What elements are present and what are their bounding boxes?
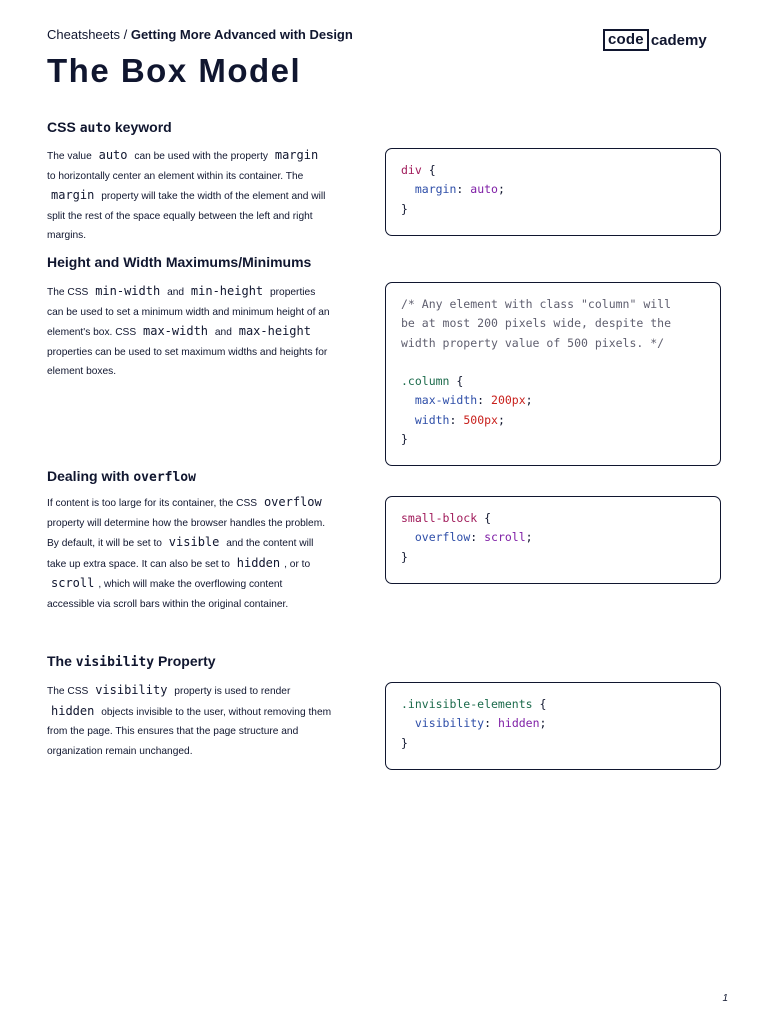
section-description (47, 146, 332, 246)
section-description (47, 681, 332, 761)
code-selector: .invisible-elements (401, 697, 533, 711)
inline-code: visibility (95, 683, 168, 697)
page-number: 1 (722, 993, 728, 1004)
code-property: width (414, 412, 450, 427)
section-description (47, 282, 332, 382)
code-property: visibility (414, 716, 485, 731)
inline-code: auto (98, 148, 128, 162)
codecademy-logo[interactable] (603, 29, 707, 51)
heading-text: The (47, 653, 76, 669)
code-brace: { (421, 163, 436, 177)
heading-text: CSS (47, 119, 80, 135)
code-value: auto (470, 182, 498, 197)
heading-text: Property (154, 653, 216, 669)
code-value: 200px (491, 393, 526, 408)
inline-code: hidden (236, 555, 281, 570)
desc-text: If content is too large for its container, the CSS (47, 498, 258, 509)
breadcrumb (47, 27, 353, 42)
inline-code: max-height (238, 324, 311, 338)
desc-text: By default, it will be set to (47, 538, 162, 549)
inline-code: margin (274, 148, 319, 162)
logo-cademy: cademy (650, 31, 707, 49)
code-brace: } (401, 549, 408, 564)
code-block: .invisible-elements { visibility: hidden; } (385, 682, 721, 770)
code-value: hidden (497, 716, 540, 731)
code-value: scroll (484, 530, 526, 545)
section-overflow (47, 468, 723, 610)
desc-text: The value (47, 151, 92, 162)
section-height-width (47, 254, 723, 447)
heading-code: overflow (133, 470, 196, 485)
code-property: max-width (414, 393, 478, 408)
desc-text: and (167, 287, 185, 298)
code-selector: div (401, 163, 422, 177)
desc-text: The CSS (47, 686, 89, 697)
inline-code: visible (168, 535, 220, 549)
section-heading (47, 653, 723, 670)
code-brace: } (401, 201, 408, 216)
code-comment: /* Any element with class "column" will (401, 297, 672, 311)
code-brace: { (532, 697, 547, 711)
desc-text: , or to (284, 558, 311, 570)
heading-code: auto (79, 121, 111, 136)
desc-text: can be used with the property (134, 151, 268, 162)
desc-text: and the content will take up extra space. It can also be set to (47, 538, 314, 570)
inline-code: overflow (263, 495, 322, 509)
page-title: The Box Model (47, 52, 302, 89)
code-block: div { margin: auto; } (385, 148, 721, 236)
code-brace: } (401, 735, 408, 750)
code-property: overflow (414, 530, 471, 545)
desc-text: property will take the width of the element and will split the rest of the space equally between the left and right margins. (47, 191, 326, 241)
code-selector: small-block (401, 511, 478, 525)
logo-code: code (603, 29, 649, 51)
heading-text: Dealing with (47, 468, 134, 484)
inline-code: min-width (95, 284, 161, 298)
code-brace: { (449, 374, 464, 389)
desc-text: property will determine how the browser handles the problem. (47, 517, 326, 529)
code-comment: be at most 200 pixels wide, despite the (401, 316, 672, 331)
section-auto-keyword (47, 119, 723, 241)
desc-text: objects invisible to the user, without removing them from the page. This ensures that the page structure and organization remain unchanged. (47, 706, 332, 757)
desc-text: , which will make the overflowing content accessible via scroll bars within the original container. (47, 579, 289, 610)
section-visibility (47, 653, 723, 757)
breadcrumb-current: Getting More Advanced with Design (130, 27, 353, 42)
inline-code: max-width (143, 324, 209, 338)
section-heading (47, 119, 723, 136)
section-heading (47, 468, 723, 485)
code-comment: width property value of 500 pixels. */ (401, 335, 665, 350)
breadcrumb-link[interactable]: Cheatsheets / (47, 27, 131, 42)
desc-text: property is used to render (174, 686, 291, 697)
code-property: margin (414, 182, 457, 197)
heading-text: keyword (111, 119, 172, 135)
section-heading: Height and Width Maximums/Minimums (47, 254, 312, 270)
desc-text: and (214, 327, 232, 338)
code-block: small-block { overflow: scroll; } (385, 496, 721, 584)
inline-code: min-height (190, 284, 264, 298)
code-brace: { (477, 511, 492, 525)
inline-code: hidden (51, 703, 95, 718)
desc-text: to horizontally center an element within its container. The (47, 170, 304, 182)
code-block: /* Any element with class "column" will be at most 200 pixels wide, despite the width property value of 500 pixels. */ .column { max-width: 200px; width: 500px; } (385, 282, 721, 466)
code-brace: } (401, 432, 408, 447)
code-value: 500px (463, 412, 498, 427)
section-description (47, 493, 332, 614)
inline-code: scroll (51, 576, 95, 590)
heading-code: visibility (75, 655, 155, 670)
desc-text: properties can be used to set a minimum width and minimum height of an element's box. CSS (47, 287, 330, 338)
desc-text: properties can be used to set maximum widths and heights for element boxes. (47, 346, 328, 377)
code-selector: .column (401, 374, 450, 389)
inline-code: margin (51, 188, 95, 202)
desc-text: The CSS (47, 287, 89, 298)
